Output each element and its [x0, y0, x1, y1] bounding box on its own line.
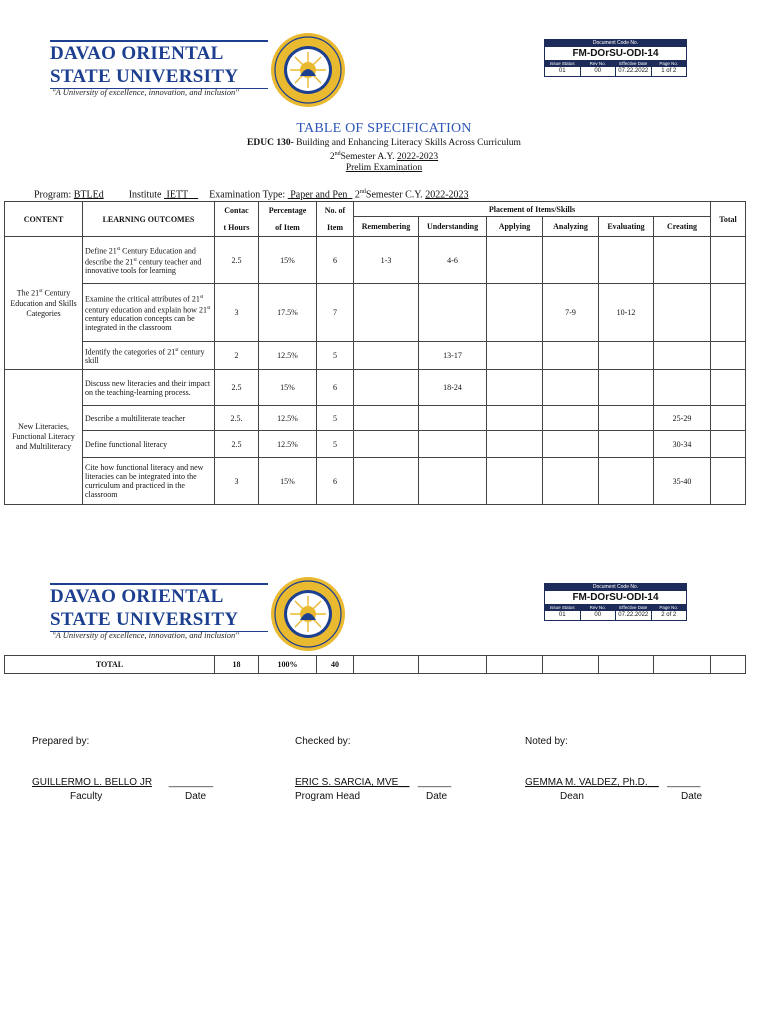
understanding-cell: 4-6	[419, 237, 487, 284]
total-row	[5, 656, 746, 674]
outcome-cell: Cite how functional literacy and new literacies can be integrated into the curriculum and practiced in the classroom	[83, 458, 215, 505]
total-empty-cell	[487, 656, 543, 674]
header-percentage: Percentage of Item	[259, 202, 317, 237]
percentage-cell: 12.5%	[259, 406, 317, 431]
institute-label: Institute	[128, 189, 164, 201]
university-name-line1: DAVAO ORIENTAL	[50, 43, 224, 64]
table-row	[5, 284, 746, 342]
effective-date-label: Effective Date	[616, 60, 652, 67]
header-analyzing: Analyzing	[543, 217, 599, 237]
effective-date-value: 07.22.2022	[616, 67, 652, 76]
university-name-line2: STATE UNIVERSITY	[50, 609, 239, 630]
university-name-page2	[50, 585, 238, 631]
understanding-cell	[419, 458, 487, 505]
header-contact-hours: Contac t Hours	[215, 202, 259, 237]
course-line	[0, 138, 768, 148]
dean-name: GEMMA M. VALDEZ, Ph.D.__	[525, 777, 659, 788]
understanding-cell: 13-17	[419, 342, 487, 370]
total-cell	[711, 458, 746, 505]
total-empty-cell	[419, 656, 487, 674]
rev-no-label: Rev No.	[581, 60, 617, 67]
document-code-box-page2	[544, 583, 687, 621]
evaluating-cell	[599, 370, 654, 406]
page-title: TABLE OF SPECIFICATION	[296, 121, 472, 136]
dean-date-blank: ______	[667, 777, 701, 788]
page-no-label: Page No.	[652, 604, 687, 611]
program-label: Program:	[34, 189, 74, 201]
course-name: Building and Enhancing Literacy Skills Across Curriculum	[293, 138, 521, 148]
evaluating-cell	[599, 458, 654, 505]
university-tagline-page2: "A University of excellence, innovation, and inclusion"	[52, 630, 239, 640]
evaluating-cell	[599, 406, 654, 431]
exam-type-label: Examination Type:	[209, 189, 288, 201]
issue-status-value: 01	[545, 67, 581, 76]
percentage-cell: 15%	[259, 458, 317, 505]
analyzing-cell	[543, 370, 599, 406]
hours-cell: 3	[215, 458, 259, 505]
table-row	[5, 458, 746, 505]
percentage-cell: 12.5%	[259, 342, 317, 370]
header-understanding: Understanding	[419, 217, 487, 237]
items-cell: 6	[317, 237, 354, 284]
program-semester-suffix: nd	[359, 189, 366, 195]
page-no-label: Page No.	[652, 60, 687, 67]
percentage-cell: 17.5%	[259, 284, 317, 342]
effective-date-value: 07.22.2022	[616, 611, 652, 620]
items-cell: 5	[317, 406, 354, 431]
creating-cell: 30-34	[654, 431, 711, 458]
document-code: FM-DOrSU-ODI-14	[572, 592, 659, 603]
university-name-line2: STATE UNIVERSITY	[50, 66, 239, 87]
percentage-cell: 15%	[259, 237, 317, 284]
rev-no-value: 00	[581, 67, 617, 76]
hours-cell: 2.5	[215, 237, 259, 284]
header-total: Total	[711, 202, 746, 237]
percentage-cell: 15%	[259, 370, 317, 406]
specification-table	[4, 201, 746, 505]
total-empty-cell	[654, 656, 711, 674]
program-head-date-blank: ______	[417, 777, 452, 788]
faculty-position: Faculty	[70, 791, 103, 802]
semester-line	[0, 151, 768, 162]
university-seal-icon	[270, 32, 346, 108]
table-row	[5, 342, 746, 370]
total-hours: 18	[215, 656, 259, 674]
table-row	[5, 237, 746, 284]
header-remembering: Remembering	[354, 217, 419, 237]
rev-no-label: Rev No.	[581, 604, 617, 611]
analyzing-cell	[543, 458, 599, 505]
issue-status-value: 01	[545, 611, 581, 620]
applying-cell	[487, 406, 543, 431]
program-head-position: Program Head	[295, 791, 361, 802]
creating-cell: 35-40	[654, 458, 711, 505]
total-label: TOTAL	[5, 656, 215, 674]
total-cell	[711, 431, 746, 458]
remembering-cell	[354, 431, 419, 458]
creating-cell	[654, 284, 711, 342]
university-name	[50, 42, 238, 88]
header-evaluating: Evaluating	[599, 217, 654, 237]
total-empty-cell	[711, 656, 746, 674]
academic-year: 2022-2023	[396, 152, 439, 163]
checked-by-label: Checked by:	[295, 736, 351, 747]
program-line	[34, 189, 469, 200]
items-cell: 5	[317, 342, 354, 370]
understanding-cell	[419, 431, 487, 458]
creating-cell	[654, 342, 711, 370]
course-code: EDUC 130-	[247, 138, 294, 148]
faculty-name: GUILLERMO L. BELLO JR	[32, 777, 153, 788]
university-name-line1: DAVAO ORIENTAL	[50, 586, 224, 607]
evaluating-cell	[599, 342, 654, 370]
outcome-cell: Identify the categories of 21st century skill	[83, 342, 215, 370]
university-tagline: "A University of excellence, innovation, and inclusion"	[52, 87, 239, 97]
analyzing-cell	[543, 406, 599, 431]
header-learning-outcomes: LEARNING OUTCOMES	[83, 202, 215, 237]
issue-status-label: Issue Status	[545, 604, 581, 611]
creating-cell	[654, 237, 711, 284]
hours-cell: 3	[215, 284, 259, 342]
semester-suffix: nd	[334, 151, 341, 157]
program-semester-text: Semester C.Y.	[365, 189, 426, 201]
exam-type-value: Paper and Pen	[290, 189, 348, 201]
total-cell	[711, 370, 746, 406]
evaluating-cell	[599, 237, 654, 284]
applying-cell	[487, 370, 543, 406]
header-applying: Applying	[487, 217, 543, 237]
header-creating: Creating	[654, 217, 711, 237]
program-year: 2022-2023	[425, 189, 469, 201]
total-empty-cell	[543, 656, 599, 674]
exam-name: Prelim Examination	[345, 163, 423, 173]
remembering-cell	[354, 284, 419, 342]
remembering-cell	[354, 342, 419, 370]
applying-cell	[487, 342, 543, 370]
signature-line-program-head	[295, 777, 451, 788]
page-no-value: 2 of 2	[661, 612, 677, 618]
total-percentage: 100%	[259, 656, 317, 674]
outcome-cell: Discuss new literacies and their impact on the teaching-learning process.	[83, 370, 215, 406]
analyzing-cell	[543, 342, 599, 370]
outcome-cell: Define functional literacy	[83, 431, 215, 458]
document-code-label: Document Code No.	[545, 40, 686, 47]
document-code-label: Document Code No.	[545, 584, 686, 591]
rev-no-value: 00	[581, 611, 617, 620]
applying-cell	[487, 284, 543, 342]
total-cell	[711, 406, 746, 431]
hours-cell: 2.5.	[215, 406, 259, 431]
items-cell: 5	[317, 431, 354, 458]
understanding-cell	[419, 284, 487, 342]
document-code-box-page1	[544, 39, 687, 77]
total-cell	[711, 342, 746, 370]
items-cell: 6	[317, 370, 354, 406]
issue-status-label: Issue Status	[545, 60, 581, 67]
header-no-of-item: No. of Item	[317, 202, 354, 237]
faculty-date-blank: ________	[168, 777, 214, 788]
hours-cell: 2.5	[215, 370, 259, 406]
table-row	[5, 431, 746, 458]
items-cell: 7	[317, 284, 354, 342]
items-cell: 6	[317, 458, 354, 505]
content-cell: The 21st Century Education and Skills Categories	[5, 237, 83, 370]
header-content: CONTENT	[5, 202, 83, 237]
document-code: FM-DOrSU-ODI-14	[572, 48, 659, 59]
analyzing-cell	[543, 431, 599, 458]
institute-value: IETT	[166, 189, 189, 201]
creating-cell: 25-29	[654, 406, 711, 431]
applying-cell	[487, 431, 543, 458]
semester-text: Semester A.Y.	[340, 152, 397, 163]
remembering-cell	[354, 458, 419, 505]
semester-number: 2	[329, 152, 335, 163]
analyzing-cell: 7-9	[543, 284, 599, 342]
effective-date-label: Effective Date	[616, 604, 652, 611]
understanding-cell: 18-24	[419, 370, 487, 406]
outcome-cell: Examine the critical attributes of 21st century education and explain how 21st century education concepts can be integrated in the classroom	[83, 284, 215, 342]
outcome-cell: Describe a multiliterate teacher	[83, 406, 215, 431]
page-no-value: 1 of 2	[661, 68, 677, 74]
content-cell: New Literacies, Functional Literacy and Multiliteracy	[5, 370, 83, 505]
evaluating-cell: 10-12	[599, 284, 654, 342]
creating-cell	[654, 370, 711, 406]
percentage-cell: 12.5%	[259, 431, 317, 458]
total-items: 40	[317, 656, 354, 674]
signature-line-dean	[525, 777, 700, 788]
hours-cell: 2	[215, 342, 259, 370]
applying-cell	[487, 237, 543, 284]
program-head-name: ERIC S. SARCIA, MVE__	[295, 777, 410, 788]
evaluating-cell	[599, 431, 654, 458]
signature-line-faculty	[32, 777, 213, 788]
total-empty-cell	[599, 656, 654, 674]
remembering-cell: 1-3	[354, 237, 419, 284]
applying-cell	[487, 458, 543, 505]
outcome-cell: Define 21st Century Education and describe the 21st century teacher and innovative tools for learning	[83, 237, 215, 284]
program-value: BTLEd	[73, 189, 104, 201]
remembering-cell	[354, 370, 419, 406]
understanding-cell	[419, 406, 487, 431]
total-cell	[711, 284, 746, 342]
total-empty-cell	[354, 656, 419, 674]
program-semester-number: 2	[354, 189, 360, 201]
remembering-cell	[354, 406, 419, 431]
program-head-date-label: Date	[426, 791, 448, 802]
table-row	[5, 406, 746, 431]
header-placement: Placement of Items/Skills	[354, 202, 711, 217]
analyzing-cell	[543, 237, 599, 284]
prepared-by-label: Prepared by:	[32, 736, 90, 747]
dean-position: Dean	[560, 791, 584, 802]
dean-date-label: Date	[681, 791, 703, 802]
noted-by-label: Noted by:	[525, 736, 568, 747]
faculty-date-label: Date	[185, 791, 207, 802]
table-row	[5, 370, 746, 406]
total-cell	[711, 237, 746, 284]
hours-cell: 2.5	[215, 431, 259, 458]
university-seal-icon	[270, 576, 346, 652]
total-table	[4, 655, 746, 674]
